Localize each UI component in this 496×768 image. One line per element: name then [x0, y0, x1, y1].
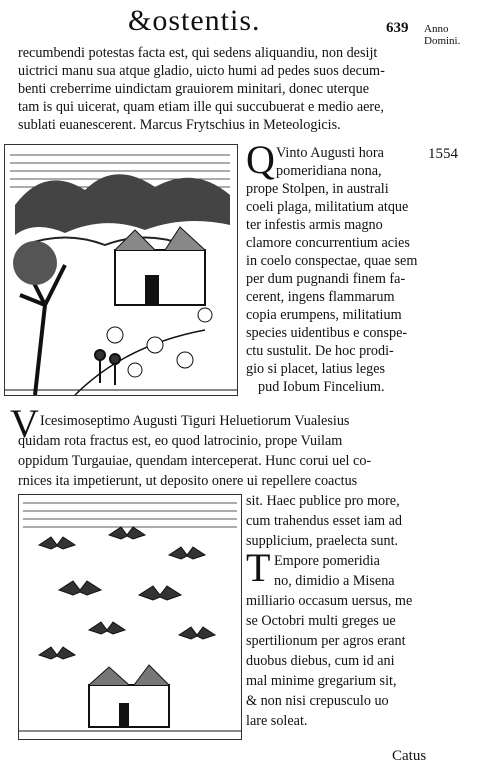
page-header-title: &ostentis.	[128, 4, 261, 37]
text-line: coeli plaga, militatium atque	[246, 199, 409, 215]
woodcut-bats-illustration	[18, 494, 242, 740]
drop-cap: V	[10, 401, 39, 446]
text-line: tam is qui uicerat, quam etiam ille qui succubuerat e medio aere,	[18, 99, 384, 115]
text-line: per dum pugnandi finem fa-	[246, 271, 406, 287]
text-line: prope Stolpen, in australi	[246, 181, 389, 197]
text-line: quidam rota fractus est, eo quod latrocinio, prope Vuilam	[18, 433, 343, 449]
text-line: rnices ita impetierunt, ut deposito onere ui repellere coactus	[18, 473, 358, 489]
text-line: duobus diebus, cum id ani	[246, 653, 395, 669]
text-line: recumbendi potestas facta est, qui sedens aliquandiu, non desijt	[18, 45, 378, 61]
text-line: pud Iobum Fincelium.	[258, 379, 385, 395]
text-line: no, dimidio a Misena	[274, 573, 395, 589]
text-line: species uidentibus e conspe-	[246, 325, 408, 341]
text-line: in coelo conspectae, quae sem	[246, 253, 418, 269]
text-line: ter infestis armis magno	[246, 217, 383, 233]
drop-cap: Q	[246, 137, 275, 182]
text-line: clamore concurrentium acies	[246, 235, 410, 251]
text-line: lare soleat.	[246, 713, 308, 729]
text-line: milliario occasum uersus, me	[246, 593, 413, 609]
text-line: ctu sustulit. De hoc prodi-	[246, 343, 394, 359]
year-marginal: 1554	[428, 146, 458, 162]
text-line: Vinto Augusti hora	[276, 145, 384, 161]
woodcut-battle-illustration	[4, 144, 238, 396]
text-line: pomeridiana nona,	[276, 163, 382, 179]
text-line: oppidum Turgauiae, quendam interceperat. Hunc corui uel co-	[18, 453, 372, 469]
text-line: se Octobri multi greges ue	[246, 613, 396, 629]
page-number: 639	[386, 20, 409, 36]
text-line: copia erumpens, militatium	[246, 307, 402, 323]
text-line: mal minime gregarium sit,	[246, 673, 397, 689]
text-line: & non nisi crepusculo uo	[246, 693, 389, 709]
text-line: Icesimoseptimo Augusti Tiguri Heluetiorum Vualesius	[40, 413, 350, 429]
text-line: spertilionum per agros erant	[246, 633, 406, 649]
margin-note: Anno Domini.	[424, 23, 461, 47]
text-line: supplicium, praelecta sunt.	[246, 533, 399, 549]
text-line: cum trahendus esset iam ad	[246, 513, 403, 529]
text-line: cerent, ingens flammarum	[246, 289, 395, 305]
text-line: Empore pomeridia	[274, 553, 380, 569]
text-line: benti creberrime uindictam grauiorem minitari, donec uterque	[18, 81, 370, 97]
text-line: uictrici manu sua atque gladio, uicto humi ad pedes suos decum-	[18, 63, 385, 79]
catchword: Catus	[392, 748, 427, 764]
text-line: sit. Haec publice pro more,	[246, 493, 400, 509]
text-line: gio si placet, latius leges	[246, 361, 386, 377]
drop-cap: T	[246, 545, 271, 590]
text-line: sublati euanescerent. Marcus Frytschius in Meteologicis.	[18, 117, 341, 133]
